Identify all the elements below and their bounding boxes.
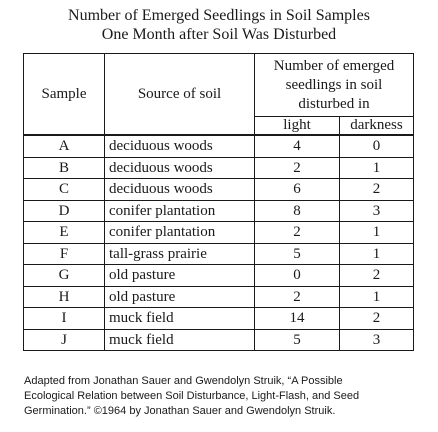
table-row bbox=[24, 329, 414, 351]
cell-sample: C bbox=[24, 179, 105, 201]
cell-light: 5 bbox=[255, 243, 340, 265]
cell-sample: E bbox=[24, 222, 105, 244]
cell-darkness: 1 bbox=[340, 286, 414, 308]
cell-source: old pasture bbox=[105, 286, 255, 308]
cell-light: 2 bbox=[255, 286, 340, 308]
cell-source: conifer plantation bbox=[105, 222, 255, 244]
title-line-1: Number of Emerged Seedlings in Soil Samples bbox=[68, 7, 370, 24]
cell-source: muck field bbox=[105, 329, 255, 351]
cell-sample: I bbox=[24, 308, 105, 330]
cell-source: old pasture bbox=[105, 265, 255, 287]
cell-source: tall-grass prairie bbox=[105, 243, 255, 265]
table-title bbox=[0, 6, 438, 44]
cell-darkness: 1 bbox=[340, 243, 414, 265]
table-row bbox=[24, 222, 414, 244]
cell-source: deciduous woods bbox=[105, 135, 255, 157]
table-row bbox=[24, 157, 414, 179]
cell-light: 0 bbox=[255, 265, 340, 287]
cell-sample: H bbox=[24, 286, 105, 308]
cell-darkness: 2 bbox=[340, 179, 414, 201]
cell-source: conifer plantation bbox=[105, 200, 255, 222]
cell-sample: D bbox=[24, 200, 105, 222]
table-row bbox=[24, 265, 414, 287]
cell-sample: F bbox=[24, 243, 105, 265]
table-row bbox=[24, 179, 414, 201]
cell-sample: J bbox=[24, 329, 105, 351]
cell-source: deciduous woods bbox=[105, 157, 255, 179]
caption-line-2: Ecological Relation between Soil Disturbance, Light-Flash, and Seed bbox=[24, 390, 360, 402]
table-row bbox=[24, 200, 414, 222]
cell-light: 14 bbox=[255, 308, 340, 330]
cell-darkness: 1 bbox=[340, 157, 414, 179]
cell-sample: A bbox=[24, 135, 105, 157]
header-sample: Sample bbox=[24, 54, 105, 136]
header-group-line-2: seedlings in soil bbox=[285, 76, 383, 93]
cell-sample: B bbox=[24, 157, 105, 179]
cell-darkness: 2 bbox=[340, 308, 414, 330]
source-caption bbox=[24, 374, 424, 419]
seedlings-table bbox=[23, 53, 414, 351]
cell-darkness: 3 bbox=[340, 329, 414, 351]
header-darkness: darkness bbox=[340, 117, 414, 136]
table-row bbox=[24, 243, 414, 265]
cell-source: muck field bbox=[105, 308, 255, 330]
header-source: Source of soil bbox=[105, 54, 255, 136]
table-row bbox=[24, 308, 414, 330]
caption-line-3: Germination.” ©1964 by Jonathan Sauer and Gwendolyn Struik. bbox=[24, 405, 336, 417]
cell-source: deciduous woods bbox=[105, 179, 255, 201]
cell-darkness: 2 bbox=[340, 265, 414, 287]
cell-light: 5 bbox=[255, 329, 340, 351]
header-group-line-3: disturbed in bbox=[298, 95, 370, 112]
title-line-2: One Month after Soil Was Disturbed bbox=[101, 26, 337, 43]
cell-light: 4 bbox=[255, 135, 340, 157]
header-group-line-1: Number of emerged bbox=[273, 57, 395, 74]
cell-darkness: 3 bbox=[340, 200, 414, 222]
caption-line-1: Adapted from Jonathan Sauer and Gwendolyn Struik, “A Possible bbox=[24, 375, 343, 387]
cell-darkness: 0 bbox=[340, 135, 414, 157]
table-row bbox=[24, 135, 414, 157]
table-row bbox=[24, 286, 414, 308]
cell-light: 6 bbox=[255, 179, 340, 201]
cell-light: 2 bbox=[255, 222, 340, 244]
header-light: light bbox=[255, 117, 340, 136]
cell-light: 8 bbox=[255, 200, 340, 222]
cell-light: 2 bbox=[255, 157, 340, 179]
cell-darkness: 1 bbox=[340, 222, 414, 244]
cell-sample: G bbox=[24, 265, 105, 287]
header-seedlings-group bbox=[255, 54, 414, 117]
